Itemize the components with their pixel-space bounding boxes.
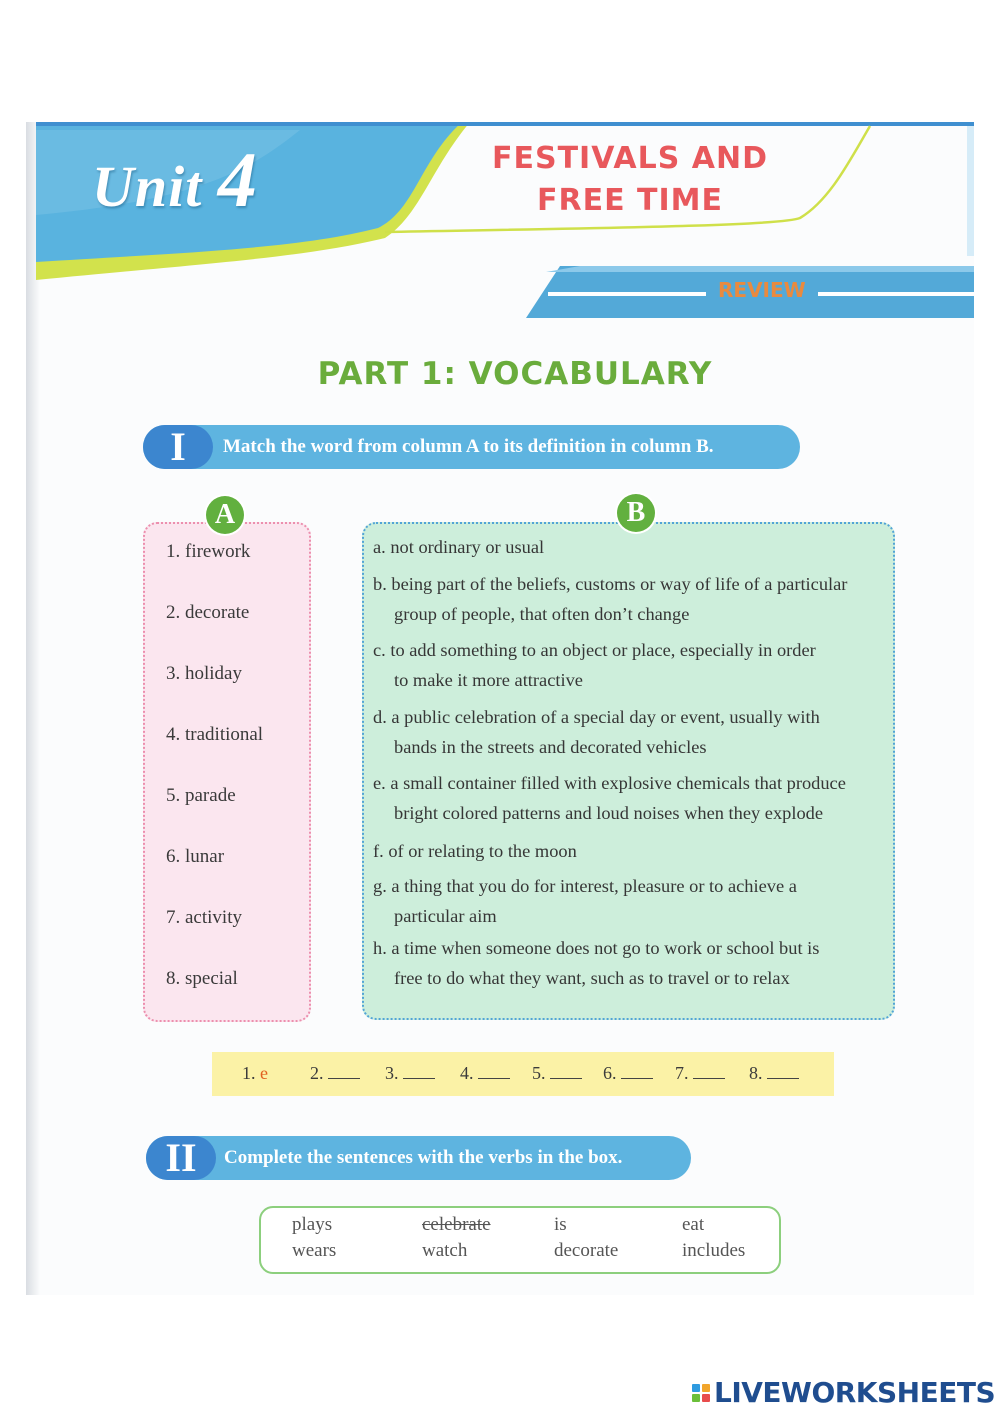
answer-blank[interactable]	[550, 1063, 582, 1079]
verb-word: wears	[292, 1240, 337, 1261]
answer-item: 3.	[385, 1063, 435, 1084]
exercise1-instruction: Match the word from column A to its definition in column B.	[223, 436, 714, 457]
verb-word: decorate	[554, 1240, 619, 1261]
exercise1-bar	[143, 425, 800, 469]
answer-item: 5.	[532, 1063, 582, 1084]
definition-item	[373, 836, 888, 866]
word-item: 3. holiday	[166, 663, 242, 684]
definition-text: f. of or relating to the moon	[373, 841, 577, 861]
answer-value: e	[260, 1063, 268, 1083]
answer-blank[interactable]	[621, 1063, 653, 1079]
answer-blank[interactable]	[403, 1063, 435, 1079]
definition-continuation: to make it more attractive	[394, 670, 583, 690]
definition-continuation: free to do what they want, such as to travel or to relax	[394, 968, 790, 988]
verb-word: eat	[682, 1214, 705, 1235]
answer-blank[interactable]	[693, 1063, 725, 1079]
answer-item: 7.	[675, 1063, 725, 1084]
definition-text: g. a thing that you do for interest, pleasure or to achieve a	[373, 876, 797, 896]
exercise2-instruction: Complete the sentences with the verbs in the box.	[224, 1147, 623, 1168]
definition-continuation: particular aim	[394, 906, 497, 926]
exercise2-bar	[146, 1136, 691, 1180]
definition-item	[373, 702, 888, 762]
definition-text: d. a public celebration of a special day or event, usually with	[373, 707, 820, 727]
word-item: 1. firework	[166, 541, 251, 562]
topic-title-line1: FESTIVALS AND	[491, 141, 768, 176]
verb-word: plays	[292, 1214, 333, 1235]
answer-strip	[212, 1052, 834, 1096]
part-title: PART 1: VOCABULARY	[317, 356, 713, 392]
verb-word: watch	[422, 1240, 468, 1261]
answer-blank[interactable]	[478, 1063, 510, 1079]
review-label: REVIEW	[718, 278, 806, 302]
answer-item: 1. e	[242, 1063, 268, 1083]
definition-item	[373, 933, 888, 993]
definition-item	[373, 768, 888, 828]
verb-word: is	[554, 1214, 567, 1235]
liveworksheets-brand: LIVEWORKSHEETS	[714, 1376, 996, 1409]
column-a-badge: A	[206, 496, 244, 534]
definition-continuation: bright colored patterns and loud noises when they explode	[394, 803, 824, 823]
word-item: 2. decorate	[166, 602, 250, 623]
verb-word: includes	[682, 1240, 746, 1261]
definition-text: b. being part of the beliefs, customs or way of life of a particular	[373, 574, 848, 594]
exercise2-number: II	[146, 1136, 216, 1180]
answer-item: 6.	[603, 1063, 653, 1084]
definition-text: e. a small container filled with explosive chemicals that produce	[373, 773, 846, 793]
definition-text: c. to add something to an object or place, especially in order	[373, 640, 816, 660]
answer-blank[interactable]	[328, 1063, 360, 1079]
definition-item	[373, 635, 888, 695]
definition-text: h. a time when someone does not go to work or school but is	[373, 938, 820, 958]
topic-title	[470, 138, 790, 222]
definition-continuation: group of people, that often don’t change	[394, 604, 690, 624]
definition-item	[373, 569, 888, 629]
column-b-badge: B	[617, 494, 655, 532]
answer-blank[interactable]	[767, 1063, 799, 1079]
definition-continuation: bands in the streets and decorated vehicles	[394, 737, 707, 757]
answer-item: 8.	[749, 1063, 799, 1084]
unit-title	[92, 135, 258, 225]
column-a-box	[143, 522, 311, 1022]
word-item: 5. parade	[166, 785, 236, 806]
liveworksheets-icon	[692, 1384, 710, 1402]
answer-item: 4.	[460, 1063, 510, 1084]
exercise1-number: I	[143, 425, 213, 469]
answer-item: 2.	[310, 1063, 360, 1084]
word-item: 7. activity	[166, 907, 242, 928]
definition-item	[373, 532, 888, 562]
word-item: 6. lunar	[166, 846, 225, 867]
topic-title-line2: FREE TIME	[537, 183, 723, 218]
liveworksheets-logo	[692, 1376, 995, 1409]
unit-word: Unit	[92, 154, 203, 219]
verb-word-struck: celebrate	[422, 1214, 491, 1235]
unit-number: 4	[217, 136, 258, 223]
definition-item	[373, 871, 888, 931]
word-item: 4. traditional	[166, 724, 264, 745]
definition-text: a. not ordinary or usual	[373, 537, 545, 557]
word-item: 8. special	[166, 968, 238, 989]
